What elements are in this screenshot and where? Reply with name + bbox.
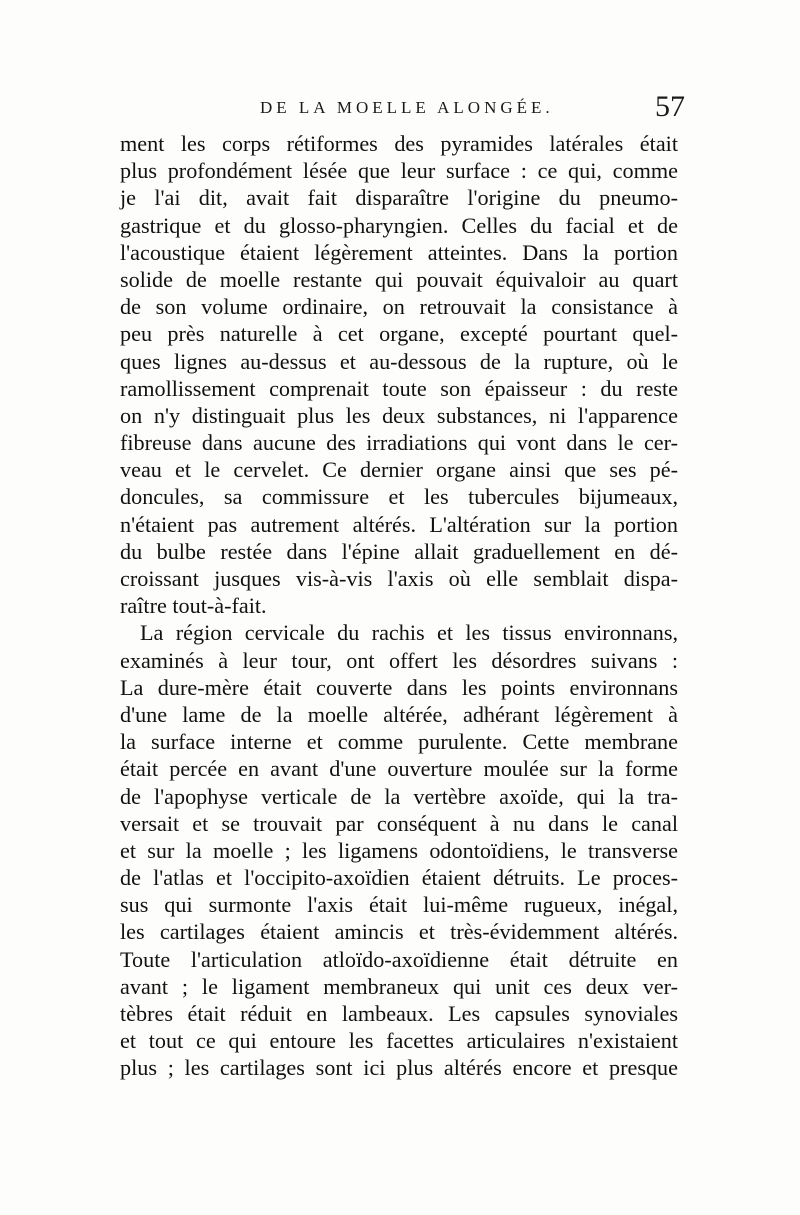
body-text (120, 130, 678, 1082)
text-line: ment les corps rétiformes des pyramides latérales était (120, 131, 678, 156)
text-line: ques lignes au-dessus et au-dessous de la rupture, où le (120, 348, 678, 374)
text-line: plus profondément lésée que leur surface : ce qui, comme (120, 158, 678, 184)
text-line: La dure-mère était couverte dans les points environnans (120, 674, 678, 700)
text-line: tèbres était réduit en lambeaux. Les capsules synoviales (120, 1001, 678, 1026)
text-line: croissant jusques vis-à-vis l'axis où elle semblait dispa- (120, 566, 678, 591)
text-line: de l'atlas et l'occipito-axoïdien étaient détruits. Le proces- (120, 865, 678, 891)
text-line: plus ; les cartilages sont ici plus altérés encore et presque (120, 1055, 678, 1081)
text-line: l'acoustique étaient légèrement atteintes. Dans la portion (120, 239, 678, 265)
text-line: les cartilages étaient amincis et très-évidemment altérés. (120, 919, 678, 945)
text-line: était percée en avant d'une ouverture moulée sur la forme (120, 756, 678, 782)
text-line: raître tout-à-fait. (120, 593, 267, 619)
text-line: examinés à leur tour, ont offert les désordres suivans : (120, 647, 678, 673)
text-line: fibreuse dans aucune des irradiations qui vont dans le cer- (120, 430, 678, 456)
text-line: on n'y distinguait plus les deux substances, ni l'apparence (120, 402, 678, 428)
text-line: d'une lame de la moelle altérée, adhérant légèrement à (120, 701, 678, 727)
text-line: la surface interne et comme purulente. Cette membrane (120, 729, 678, 755)
text-line: je l'ai dit, avait fait disparaître l'origine du pneumo- (120, 185, 678, 211)
text-line: sus qui surmonte l'axis était lui-même rugueux, inégal, (120, 892, 678, 918)
text-line: gastrique et du glosso-pharyngien. Celles du facial et de (120, 212, 678, 238)
text-line: ramollissement comprenait toute son épaisseur : du reste (120, 375, 678, 401)
page-header (120, 90, 685, 130)
text-line: veau et le cervelet. Ce dernier organe ainsi que ses pé- (120, 457, 678, 483)
text-line: peu près naturelle à cet organe, excepté pourtant quel- (120, 321, 678, 347)
text-line: solide de moelle restante qui pouvait équivaloir au quart (120, 266, 678, 292)
text-line: n'étaient pas autrement altérés. L'altération sur la portion (120, 511, 678, 537)
text-line: Toute l'articulation atloïdo-axoïdienne était détruite en (120, 946, 678, 972)
text-line: La région cervicale du rachis et les tissus environnans, (140, 620, 678, 646)
page-number: 57 (655, 90, 685, 123)
text-line: versait et se trouvait par conséquent à nu dans le canal (120, 810, 678, 836)
text-line: et tout ce qui entoure les facettes articulaires n'existaient (120, 1028, 678, 1054)
text-line: avant ; le ligament membraneux qui unit ces deux ver- (120, 973, 678, 999)
text-line: et sur la moelle ; les ligamens odontoïdiens, le transverse (120, 837, 678, 863)
text-line: du bulbe restée dans l'épine allait graduellement en dé- (120, 538, 678, 564)
text-line: doncules, sa commissure et les tubercules bijumeaux, (120, 484, 678, 510)
running-head: DE LA MOELLE ALONGÉE. (260, 98, 554, 117)
text-line: de son volume ordinaire, on retrouvait la consistance à (120, 294, 678, 320)
text-line: de l'apophyse verticale de la vertèbre axoïde, qui la tra- (120, 783, 678, 809)
